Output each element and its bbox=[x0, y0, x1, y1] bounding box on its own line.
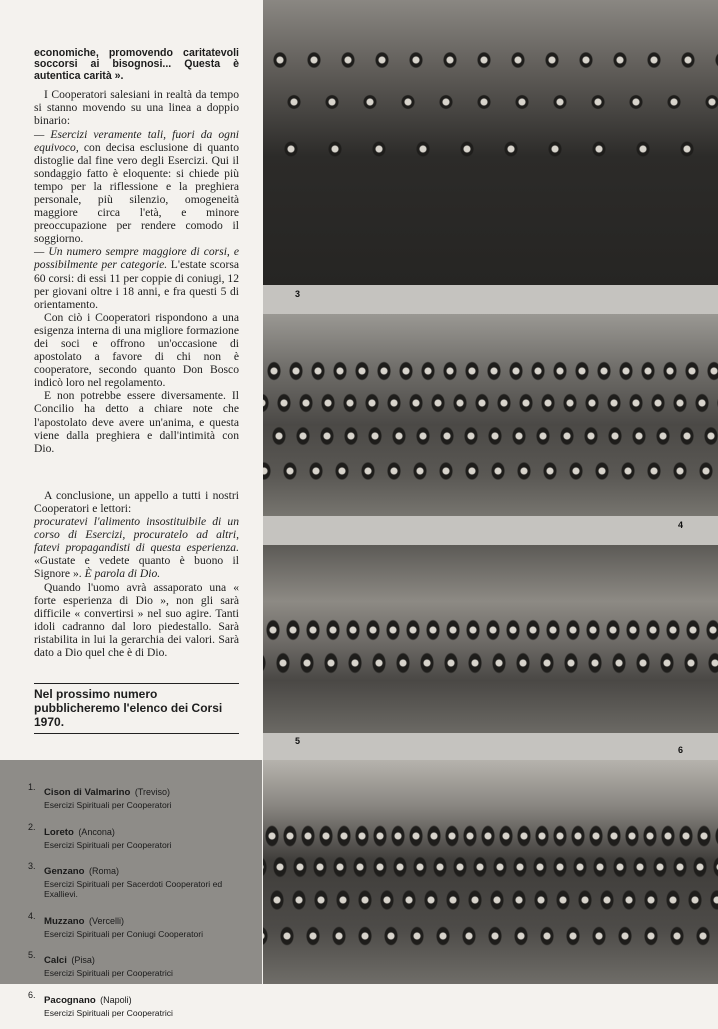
caption-number-6: 6 bbox=[678, 745, 684, 755]
group-photo-women-garden bbox=[263, 545, 718, 733]
paragraph-8: Quando l'uomo avrà assaporato una « forte esperienza di Dio », non gli sarà difficile « convertirsi » nel suo agire. Tanti idoli cadranno dal loro piedestallo. Sarà ristabilita in lui la gerarchia dei valori. Sarà dato a Dio quel che è di Dio. bbox=[34, 580, 239, 659]
paragraph-1: I Cooperatori salesiani in realtà da tempo si stanno movendo su una linea a doppio binario: bbox=[34, 88, 239, 128]
list-item: 4. Muzzano (Vercelli) Esercizi Spirituali per Coniugi Cooperatori bbox=[28, 910, 204, 939]
caption-strip-4 bbox=[263, 516, 718, 545]
photo-legend-panel bbox=[0, 760, 262, 1018]
paragraph-4: Con ciò i Cooperatori rispondono a una esigenza interna di una migliore formazione dei soci e offrono un'occasione di apostolato a favore di chi non è cooperatore, secondo quanto Don Bosco indicò loro nel regolamento. bbox=[34, 310, 239, 390]
paragraph-2 bbox=[34, 128, 239, 246]
caption-number-4: 4 bbox=[678, 520, 684, 530]
paragraph-2-text: con decisa esclusione di quanto distoglie dal fine vero degli Esercizi. Qui il sondaggio fatto è eloquente: si chiede più tempo per la riflessione e la preghiera personale, più silenzio, omogeneità maggiore circa l'età, e minore preoccupazione per rendere comodo il soggiorno. bbox=[34, 140, 239, 246]
announcement: Nel prossimo numero pubblicheremo l'elenco dei Corsi 1970. bbox=[34, 683, 239, 734]
paragraph-2-emphasis: — Esercizi veramente tali, fuori da ogni equivoco, bbox=[34, 127, 239, 154]
paragraph-6: A conclusione, un appello a tutti i nostri Cooperatori e lettori: bbox=[34, 488, 239, 515]
photo-legend-list bbox=[28, 782, 248, 1029]
list-item: 3. Genzano (Roma) Esercizi Spirituali per Sacerdoti Cooperatori ed Exallievi. bbox=[28, 861, 223, 899]
caption-strip-5-6 bbox=[263, 733, 718, 760]
paragraph-7-quote: «Gustate e vedete quanto è buono il Signore ». bbox=[34, 554, 239, 581]
group-photo-couples bbox=[263, 314, 718, 516]
article-lead: economiche, promovendo caritatevoli soccorsi ai bisognosi... Questa è autentica carità ». bbox=[34, 47, 239, 82]
caption-strip-3 bbox=[263, 285, 718, 314]
paragraph-7-emphasis-2: È parola di Dio. bbox=[84, 567, 161, 581]
paragraph-7 bbox=[34, 515, 239, 580]
caption-number-3: 3 bbox=[295, 289, 301, 299]
caption-number-5: 5 bbox=[295, 736, 301, 746]
paragraph-3-text: L'estate scorsa 60 corsi: di essi 11 per coppie di coniugi, 12 per giovani oltre i 18 anni, e fra questi 5 di orientamento. bbox=[34, 258, 240, 311]
list-item: 2. Loreto (Ancona) Esercizi Spirituali per Cooperatori bbox=[28, 821, 172, 850]
list-item: 1. Cison di Valmarino (Treviso) Esercizi Spirituali per Cooperatori bbox=[28, 782, 172, 810]
article-column bbox=[0, 0, 262, 758]
paragraph-7-emphasis: procuratevi l'alimento insostituibile di un corso di Esercizi, procuratelo ad altri, fatevi propagandisti di questa esperienza. bbox=[34, 515, 239, 555]
group-photo-clergy bbox=[263, 0, 718, 285]
article-text bbox=[34, 48, 239, 659]
paragraph-3 bbox=[34, 245, 239, 310]
paragraph-3-emphasis: — Un numero sempre maggiore di corsi, e possibilmente per categorie. bbox=[34, 245, 239, 272]
list-item: 6. Pacognano (Napoli) Esercizi Spirituali per Cooperatrici bbox=[28, 989, 173, 1018]
list-item: 5. Calci (Pisa) Esercizi Spirituali per Cooperatrici bbox=[28, 950, 173, 978]
group-photo-women-courtyard bbox=[263, 760, 718, 984]
paragraph-5: E non potrebbe essere diversamente. Il Concilio ha detto a chiare note che l'apostolato deve avere un'anima, e questa viene dalla preghiera e dall'intimità con Dio. bbox=[34, 389, 239, 455]
